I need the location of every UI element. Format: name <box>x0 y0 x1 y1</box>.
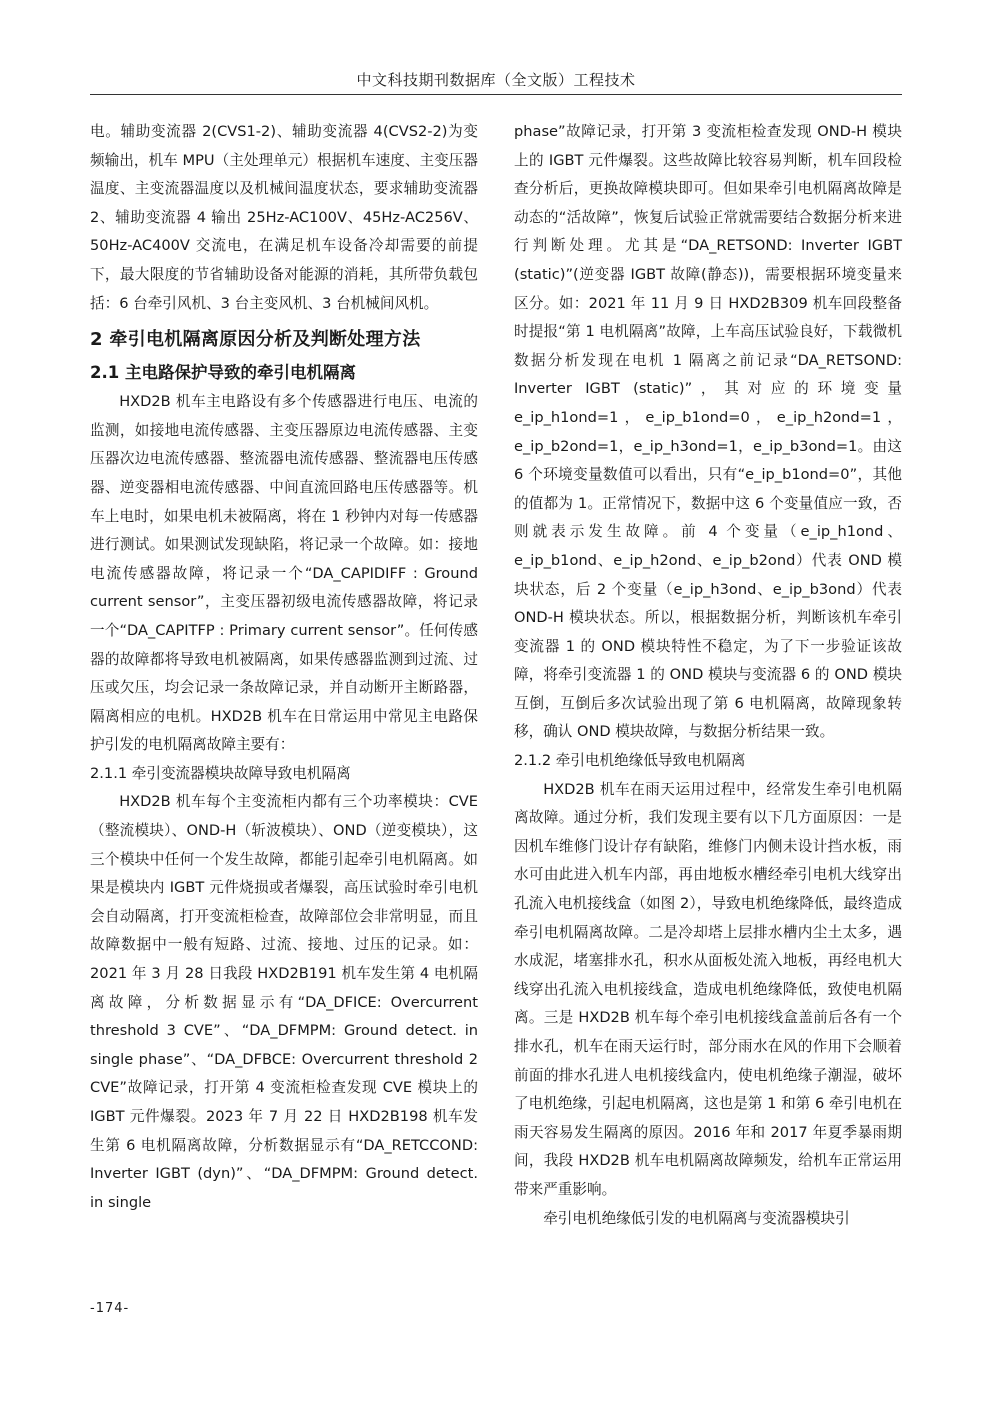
subsection-heading: 2.1 主电路保护导致的牵引电机隔离 <box>90 363 356 383</box>
subsubsection-heading: 2.1.2 牵引电机绝缘低导致电机隔离 <box>514 752 746 770</box>
paragraph: 牵引电机绝缘低引发的电机隔离与变流器模块引 <box>543 1209 850 1227</box>
paragraph: HXD2B 机车主电路设有多个传感器进行电压、电流的监测，如接地电流传感器、主变压器原边电流传感器、主变压器次边电流传感器、整流器电流传感器、整流器电压传感器、逆变器相电流传感器、中间直流回路电压传感器等。机车上电时，如果电机未被隔离，将在 1 秒钟内对每一传感器进行测试。如果测试发现缺陷，将记录一个故障。如：接地电流传感器故障，将记录一个“DA_CAPIDIFF : Ground current sensor”，主变压器初级电流传感器故障，将记录一个“DA_CAPITFP : Primary current sensor”。任何传感器的故障都将导致电机被隔离，如果传感器监测到过流、过压或欠压，均会记录一条故障记录，并自动断开主断路器，隔离相应的电机。HXD2B 机车在日常运用中常见主电路保护引发的电机隔离故障主要有： <box>90 393 478 754</box>
paragraph: 电。辅助变流器 2(CVS1-2)、辅助变流器 4(CVS2-2)为变频输出，机车 MPU（主处理单元）根据机车速度、主变压器温度、主变流器温度以及机械间温度状态，要求辅助变流器 2、辅助变流器 4 输出 25Hz-AC100V、45Hz-AC256V、50Hz-AC400V 交流电，在满足机车设备冷却需要的前提下，最大限度的节省辅助设备对能源的消耗，其所带负载包括：6 台牵引风机、3 台主变风机、3 台机械间风机。 <box>90 123 478 312</box>
journal-title: 中文科技期刊数据库（全文版）工程技术 <box>356 71 636 89</box>
page-number: -174- <box>90 1301 130 1316</box>
subsubsection-heading: 2.1.1 牵引变流器模块故障导致电机隔离 <box>90 764 351 782</box>
paragraph: HXD2B 机车每个主变流柜内都有三个功率模块：CVE（整流模块）、OND-H（斩波模块）、OND（逆变模块），这三个模块中任何一个发生故障，都能引起牵引电机隔离。如果是模块内 IGBT 元件烧损或者爆裂，高压试验时牵引电机会自动隔离，打开变流柜检查，故障部位会非常明显，而且故障数据中一般有短路、过流、接地、过压的记录。如：2021 年 3 月 28 日我段 HXD2B191 机车发生第 4 电机隔离故障，分析数据显示有“DA_DFICE: Overcurrent threshold 3 CVE”、“DA_DFMPM: Ground detect. in single phase”、“DA_DFBCE: Overcurrent threshold 2 CVE”故障记录，打开第 4 变流柜检查发现 CVE 模块上的 IGBT 元件爆裂。2023 年 7 月 22 日 HXD2B198 机车发生第 6 电机隔离故障，分析数据显示有“DA_RETCCOND: Inverter IGBT (dyn)”、“DA_DFMPM: Ground detect. in single <box>90 793 478 1211</box>
right-column <box>514 118 902 1233</box>
journal-header <box>90 70 902 95</box>
left-column <box>90 118 478 1217</box>
paragraph: HXD2B 机车在雨天运用过程中，经常发生牵引电机隔离故障。通过分析，我们发现主要有以下几方面原因：一是因机车维修门设计存有缺陷，维修门内侧未设计挡水板，雨水可由此进入机车内部，再由地板水槽经牵引电机大线穿出孔流入电机接线盒（如图 2），导致电机绝缘降低，最终造成牵引电机隔离故障。二是冷却塔上层排水槽内尘土太多，遇水成泥，堵塞排水孔，积水从面板处流入地板，再经电机大线穿出孔流入电机接线盒，造成电机绝缘降低，致使电机隔离。三是 HXD2B 机车每个牵引电机接线盒盖前后各有一个排水孔，机车在雨天运行时，部分雨水在风的作用下会顺着前面的排水孔进人电机接线盒内，使电机绝缘子潮湿，破坏了电机绝缘，引起电机隔离，这也是第 1 和第 6 牵引电机在雨天容易发生隔离的原因。2016 年和 2017 年夏季暴雨期间，我段 HXD2B 机车电机隔离故障频发，给机车正常运用带来严重影响。 <box>514 780 902 1198</box>
paragraph: phase”故障记录，打开第 3 变流柜检查发现 OND-H 模块上的 IGBT 元件爆裂。这些故障比较容易判断，机车回段检查分析后，更换故障模块即可。但如果牵引电机隔离故障是动态的“活故障”，恢复后试验正常就需要结合数据分析来进行判断处理。尤其是“DA_RETSOND: Inverter IGBT (static)”(逆变器 IGBT 故障(静态))，需要根据环境变量来区分。如：2021 年 11 月 9 日 HXD2B309 机车回段整备时提报“第 1 电机隔离”故障，上车高压试验良好，下载微机数据分析发现在电机 1 隔离之前记录“DA_RETSOND: Inverter IGBT (static)”，其对应的环境变量 e_ip_h1ond=1，e_ip_b1ond=0，e_ip_h2ond=1，e_ip_b2ond=1，e_ip_h3ond=1，e_ip_b3ond=1。由这 6 个环境变量数值可以看出，只有“e_ip_b1ond=0”，其他的值都为 1。正常情况下，数据中这 6 个变量值应一致，否则就表示发生故障。前 4 个变量（e_ip_h1ond、e_ip_b1ond、e_ip_h2ond、e_ip_b2ond）代表 OND 模块状态，后 2 个变量（e_ip_h3ond、e_ip_b3ond）代表 OND-H 模块状态。所以，根据数据分析，判断该机车牵引变流器 1 的 OND 模块特性不稳定，为了下一步验证该故障，将牵引变流器 1 的 OND 模块与变流器 6 的 OND 模块互倒，互倒后多次试验出现了第 6 电机隔离，故障现象转移，确认 OND 模块故障，与数据分析结果一致。 <box>514 123 902 741</box>
section-heading: 2 牵引电机隔离原因分析及判断处理方法 <box>90 329 421 351</box>
